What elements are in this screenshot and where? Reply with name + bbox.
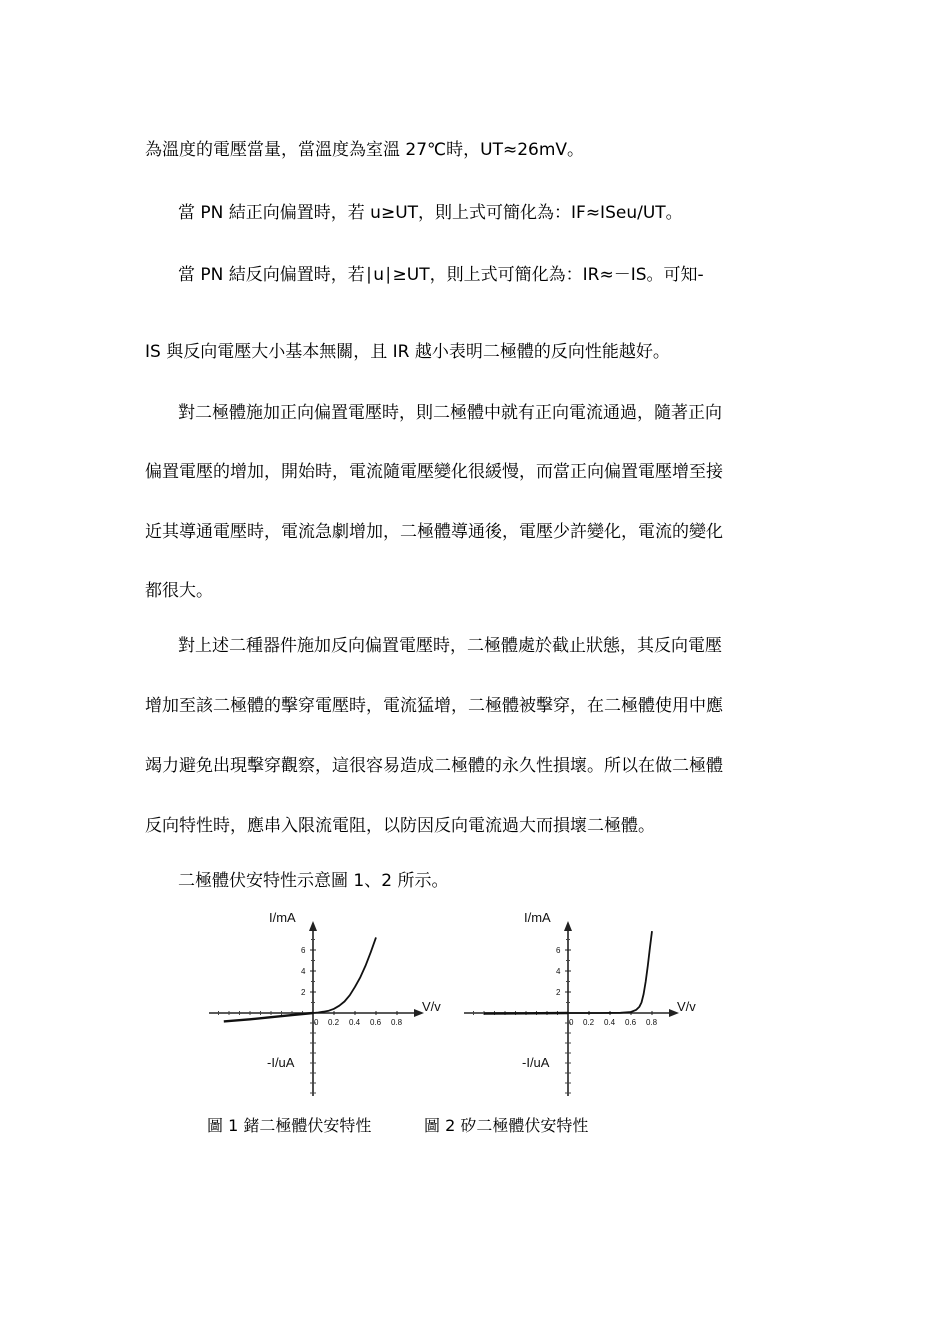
y-negative-label: -I/uA xyxy=(522,1055,550,1070)
paragraph-line: 近其導通電壓時，電流急劇增加，二極體導通後，電壓少許變化，電流的變化 xyxy=(145,522,723,542)
x-tick-label: 0.4 xyxy=(604,1018,616,1027)
paragraph-line: 對二極體施加正向偏置電壓時，則二極體中就有正向電流通過，隨著正向 xyxy=(178,403,722,423)
x-tick-label: 0.4 xyxy=(349,1018,361,1027)
paragraph-line: 都很大。 xyxy=(145,581,213,601)
x-tick-label: 0 xyxy=(314,1018,319,1027)
y-tick-label: 2 xyxy=(556,988,561,997)
reverse-curve xyxy=(484,1013,568,1014)
germanium-iv-chart xyxy=(205,905,450,1100)
x-tick-label: 0.8 xyxy=(646,1018,658,1027)
x-tick-label: 0.8 xyxy=(391,1018,403,1027)
x-axis-label: V/v xyxy=(677,999,696,1014)
figure-1-caption: 圖 1 鍺二極體伏安特性 xyxy=(207,1116,372,1135)
y-tick-label: 6 xyxy=(301,946,306,955)
y-tick-label: 4 xyxy=(556,967,561,976)
x-tick-label: 0 xyxy=(569,1018,574,1027)
forward-curve xyxy=(568,931,652,1013)
x-tick-label: 0.2 xyxy=(328,1018,340,1027)
forward-curve xyxy=(313,937,376,1013)
paragraph-line: 當 PN 結反向偏置時，若∣u∣≥UT，則上式可簡化為：IR≈－IS。可知- xyxy=(178,265,704,285)
paragraph-line: 對上述二種器件施加反向偏置電壓時，二極體處於截止狀態，其反向電壓 xyxy=(178,636,722,656)
paragraph-line: 偏置電壓的增加，開始時，電流隨電壓變化很緩慢，而當正向偏置電壓增至接 xyxy=(145,462,723,482)
x-tick-label: 0.6 xyxy=(370,1018,382,1027)
y-axis-arrow xyxy=(564,921,572,931)
reverse-curve xyxy=(224,1013,313,1021)
y-tick-label: 6 xyxy=(556,946,561,955)
y-axis-arrow xyxy=(309,921,317,931)
paragraph-line: 二極體伏安特性示意圖 1、2 所示。 xyxy=(178,871,449,891)
figure-2-caption: 圖 2 矽二極體伏安特性 xyxy=(424,1116,589,1135)
y-negative-label: -I/uA xyxy=(267,1055,295,1070)
y-tick-label: 2 xyxy=(301,988,306,997)
paragraph-line: 竭力避免出現擊穿觀察，這很容易造成二極體的永久性損壞。所以在做二極體 xyxy=(145,756,723,776)
paragraph-line: 為溫度的電壓當量，當溫度為室溫 27℃時，UT≈26mV。 xyxy=(145,140,585,160)
x-tick-label: 0.6 xyxy=(625,1018,637,1027)
x-axis-label: V/v xyxy=(422,999,441,1014)
y-axis-label: I/mA xyxy=(524,910,551,925)
paragraph-line: 反向特性時，應串入限流電阻，以防因反向電流過大而損壞二極體。 xyxy=(145,816,655,836)
x-tick-label: 0.2 xyxy=(583,1018,595,1027)
y-tick-label: 4 xyxy=(301,967,306,976)
paragraph-line: 當 PN 結正向偏置時，若 u≥UT，則上式可簡化為：IF≈ISeu/UT。 xyxy=(178,203,683,223)
paragraph-line: 增加至該二極體的擊穿電壓時，電流猛增，二極體被擊穿，在二極體使用中應 xyxy=(145,696,723,716)
paragraph-line: IS 與反向電壓大小基本無關，且 IR 越小表明二極體的反向性能越好。 xyxy=(145,342,670,362)
y-axis-label: I/mA xyxy=(269,910,296,925)
silicon-iv-chart xyxy=(460,905,705,1100)
